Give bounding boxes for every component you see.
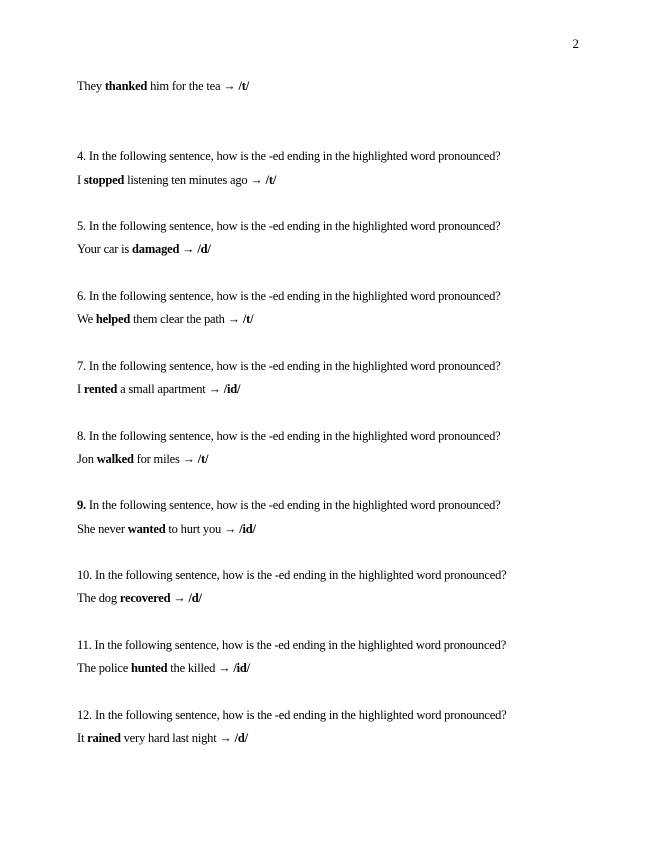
question-sentence <box>77 311 253 327</box>
question-sentence <box>77 241 211 257</box>
sentence-post: for miles → <box>133 452 198 466</box>
sentence-pre: I <box>77 173 84 187</box>
sentence-post: → <box>179 242 198 256</box>
question-text: In the following sentence, how is the -ed ending in the highlighted word pronounced? <box>85 149 501 163</box>
sentence-pre: The dog <box>77 591 120 605</box>
sentence-post: → <box>170 591 189 605</box>
highlighted-word: damaged <box>132 242 180 256</box>
highlighted-word: walked <box>96 452 134 466</box>
question-text: In the following sentence, how is the -ed ending in the highlighted word pronounced? <box>91 638 507 652</box>
answer: /d/ <box>188 591 202 605</box>
question-number: 9. <box>77 498 86 512</box>
answer: /t/ <box>197 452 209 466</box>
question-text: In the following sentence, how is the -ed ending in the highlighted word pronounced? <box>85 359 501 373</box>
answer: /id/ <box>233 661 250 675</box>
question-prompt <box>77 428 500 444</box>
question-sentence <box>77 660 250 676</box>
question-number: 8. <box>77 429 86 443</box>
intro-sentence <box>77 78 249 94</box>
question-text: In the following sentence, how is the -ed ending in the highlighted word pronounced? <box>92 568 507 582</box>
question-sentence <box>77 730 248 746</box>
sentence-post: to hurt you → <box>165 522 240 536</box>
question-number: 5. <box>77 219 86 233</box>
highlighted-word: wanted <box>127 522 166 536</box>
answer: /t/ <box>265 173 277 187</box>
question-prompt <box>77 497 500 513</box>
question-prompt <box>77 218 500 234</box>
question-prompt <box>77 707 507 723</box>
highlighted-word: helped <box>95 312 131 326</box>
question-number: 12. <box>77 708 93 722</box>
sentence-pre: The police <box>77 661 132 675</box>
highlighted-word: hunted <box>131 661 168 675</box>
highlighted-word: recovered <box>119 591 171 605</box>
answer: /id/ <box>239 522 256 536</box>
answer: /d/ <box>197 242 211 256</box>
question-text: In the following sentence, how is the -ed ending in the highlighted word pronounced? <box>85 219 501 233</box>
question-prompt <box>77 148 500 164</box>
question-sentence <box>77 172 276 188</box>
sentence-pre: Jon <box>77 452 97 466</box>
answer: /t/ <box>242 312 254 326</box>
sentence-pre: It <box>77 731 88 745</box>
question-prompt <box>77 637 506 653</box>
answer: /t/ <box>238 79 250 93</box>
sentence-pre: She never <box>77 522 128 536</box>
sentence-post: very hard last night → <box>120 731 235 745</box>
question-text: In the following sentence, how is the -ed ending in the highlighted word pronounced? <box>85 289 501 303</box>
question-number: 11. <box>77 638 92 652</box>
question-sentence <box>77 590 202 606</box>
question-sentence <box>77 521 256 537</box>
sentence-post: listening ten minutes ago → <box>124 173 266 187</box>
sentence-pre: I <box>77 382 84 396</box>
answer: /d/ <box>234 731 248 745</box>
sentence-pre: Your car is <box>77 242 133 256</box>
highlighted-word: rained <box>87 731 121 745</box>
question-prompt <box>77 288 500 304</box>
sentence-pre: We <box>77 312 96 326</box>
highlighted-word: stopped <box>83 173 125 187</box>
question-prompt <box>77 358 500 374</box>
question-text: In the following sentence, how is the -ed ending in the highlighted word pronounced? <box>85 429 501 443</box>
question-text: In the following sentence, how is the -ed ending in the highlighted word pronounced? <box>92 708 507 722</box>
answer: /id/ <box>223 382 241 396</box>
highlighted-word: rented <box>83 382 118 396</box>
sentence-post: the killed → <box>167 661 234 675</box>
question-number: 6. <box>77 289 86 303</box>
page-number: 2 <box>572 36 579 51</box>
question-number: 4. <box>77 149 86 163</box>
question-prompt <box>77 567 507 583</box>
sentence-post: them clear the path → <box>130 312 243 326</box>
sentence-post: a small apartment → <box>117 382 224 396</box>
highlighted-word: thanked <box>104 79 148 93</box>
question-sentence <box>77 381 240 397</box>
question-text: In the following sentence, how is the -ed ending in the highlighted word pronounced? <box>85 498 501 512</box>
question-sentence <box>77 451 208 467</box>
question-number: 7. <box>77 359 86 373</box>
question-number: 10. <box>77 568 93 582</box>
sentence-pre: They <box>77 79 105 93</box>
sentence-post: him for the tea → <box>147 79 239 93</box>
